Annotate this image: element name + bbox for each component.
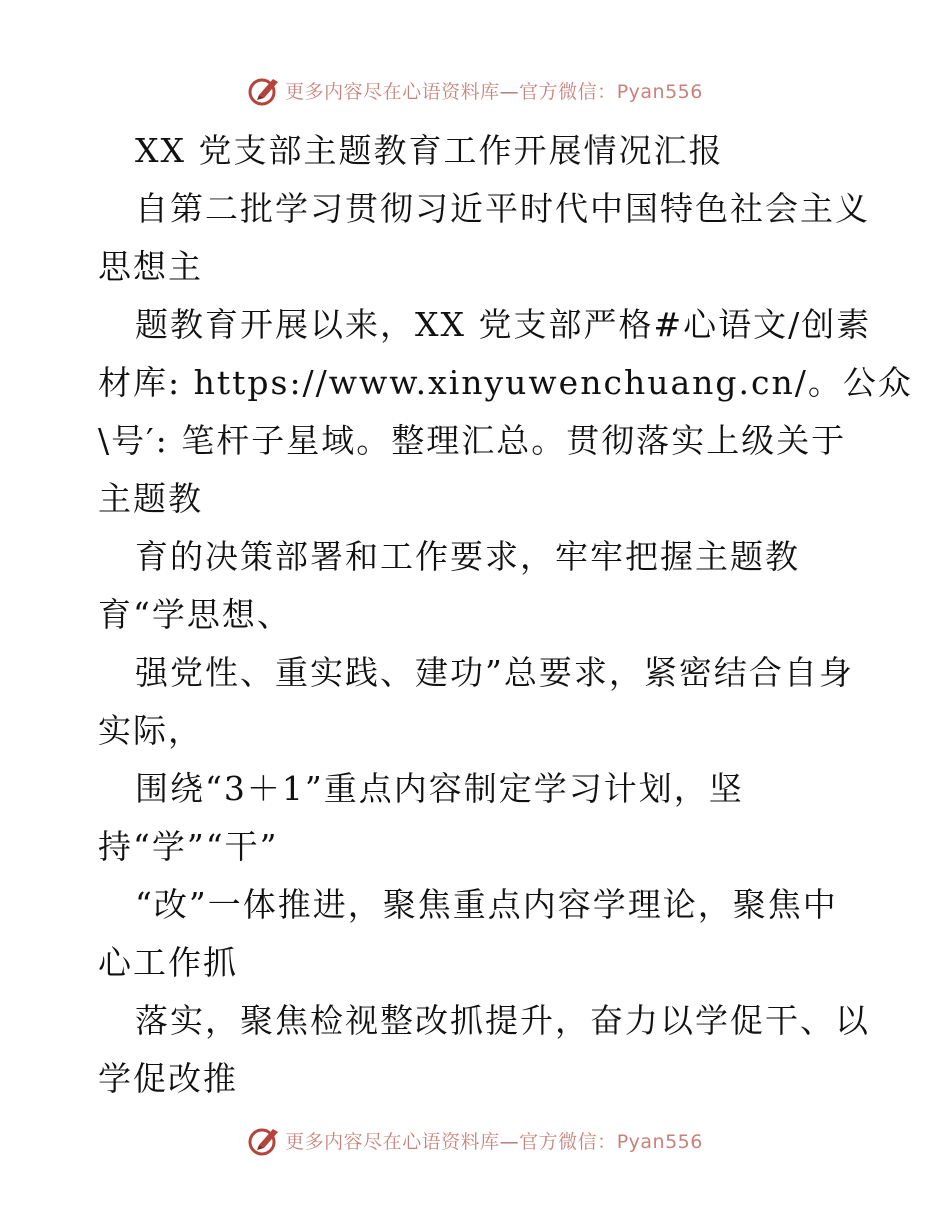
text-line: 题教育开展以来，XX 党支部严格#心语文/创素	[135, 305, 872, 344]
pen-nib-logo-icon	[247, 1123, 281, 1157]
text-line: 围绕“3＋1”重点内容制定学习计划，坚	[135, 769, 744, 808]
text-line: 育“学思想、	[98, 595, 292, 634]
banner-text: 更多内容尽在心语资料库—官方微信：Pyan556	[285, 80, 703, 103]
text-line: 主题教	[98, 479, 203, 518]
text-line: 材库: https://www.xinyuwenchuang.cn/。公众	[98, 363, 913, 402]
document-title: XX 党支部主题教育工作开展情况汇报	[135, 131, 724, 170]
text-line: 心工作抓	[98, 943, 238, 982]
banner-text: 更多内容尽在心语资料库—官方微信：Pyan556	[285, 1130, 703, 1153]
pen-nib-logo-icon	[247, 73, 281, 107]
text-line: 持“学”“干”	[98, 827, 279, 866]
text-line: \号′: 笔杆子星域。整理汇总。贯彻落实上级关于	[98, 421, 847, 460]
text-line: 强党性、重实践、建功”总要求，紧密结合自身	[135, 653, 854, 692]
text-line: “改”一体推进，聚焦重点内容学理论，聚焦中	[135, 885, 838, 924]
text-line: 自第二批学习贯彻习近平时代中国特色社会主义	[135, 189, 870, 228]
text-line: 思想主	[98, 247, 203, 286]
document-body	[98, 122, 913, 1108]
text-line: 落实，聚焦检视整改抓提升，奋力以学促干、以	[135, 1001, 870, 1040]
header-banner	[0, 70, 950, 110]
text-line: 学促改推	[98, 1059, 238, 1098]
text-line: 实际，	[98, 711, 203, 750]
text-line: 育的决策部署和工作要求，牢牢把握主题教	[135, 537, 800, 576]
footer-banner	[0, 1120, 950, 1160]
